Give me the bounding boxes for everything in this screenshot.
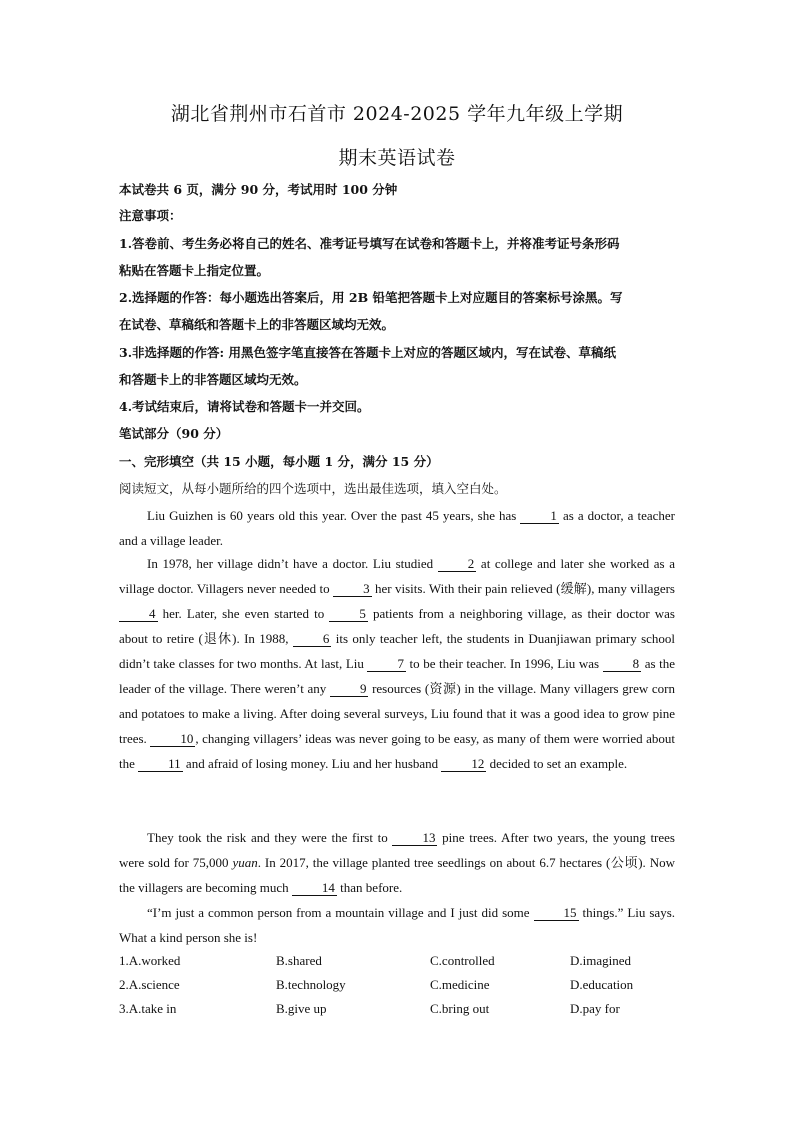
notice-heading: 注意事项： bbox=[119, 208, 182, 223]
passage-text: things.” Liu says. What a kind person she is! bbox=[119, 905, 676, 945]
notice-2-line2: 在试卷、草稿纸和答题卡上的非答题区域均无效。 bbox=[119, 317, 395, 332]
notice-3-line1: 3.非选择题的作答: 用黑色签字笔直接答在答题卡上对应的答题区域内，写在试卷、草稿纸 bbox=[119, 345, 617, 360]
option-b[interactable]: B.give up bbox=[276, 1001, 327, 1016]
passage-paragraph-4 bbox=[119, 900, 675, 950]
answer-blank-9: 9 bbox=[330, 682, 369, 697]
option-a[interactable]: 1.A.worked bbox=[119, 953, 181, 968]
option-d[interactable]: D.imagined bbox=[570, 953, 632, 968]
notice-3-line2: 和答题卡上的非答题区域均无效。 bbox=[119, 372, 307, 387]
exam-title-line1: 湖北省荆州市石首市 2024-2025 学年九年级上学期 bbox=[170, 103, 624, 125]
passage-text: pine trees. After two years, the young trees were sold for 75,000 bbox=[119, 830, 675, 870]
passage-text: her visits. With their pain relieved (缓解), many villagers bbox=[371, 581, 675, 596]
option-a[interactable]: 2.A.science bbox=[119, 977, 180, 992]
passage-paragraph-2 bbox=[119, 551, 675, 776]
exam-title-line2: 期末英语试卷 bbox=[338, 147, 456, 169]
passage-text: and afraid of losing money. Liu and her husband bbox=[182, 756, 442, 771]
answer-blank-11: 11 bbox=[138, 757, 183, 772]
section-1-heading: 一、完形填空（共 15 小题，每小题 1 分，满分 15 分） bbox=[119, 454, 439, 469]
notice-1-line2: 粘贴在答题卡上指定位置。 bbox=[119, 263, 270, 278]
answer-blank-8: 8 bbox=[603, 657, 642, 672]
passage-text: Liu Guizhen is 60 years old this year. Over the past 45 years, she has bbox=[147, 508, 521, 523]
option-a[interactable]: 3.A.take in bbox=[119, 1001, 177, 1016]
passage-text: to be their teacher. In 1996, Liu was bbox=[405, 656, 603, 671]
notice-4: 4.考试结束后，请将试卷和答题卡一并交回。 bbox=[119, 399, 370, 414]
option-c[interactable]: C.bring out bbox=[430, 1001, 490, 1016]
passage-text: . In 2017, the village planted tree seedlings on about 6.7 hectares (公顷). Now the villagers are becoming much bbox=[119, 855, 675, 895]
answer-blank-6: 6 bbox=[293, 632, 332, 647]
passage-text: , changing villagers’ ideas was never going to be easy, as many of them were worried about the bbox=[119, 731, 675, 771]
answer-blank-12: 12 bbox=[441, 757, 486, 772]
question-row bbox=[119, 953, 679, 973]
passage-text-italic: yuan bbox=[232, 855, 258, 870]
passage-text: her. Later, she even started to bbox=[157, 606, 330, 621]
answer-blank-7: 7 bbox=[367, 657, 406, 672]
answer-blank-14: 14 bbox=[292, 881, 337, 896]
answer-blank-13: 13 bbox=[392, 831, 437, 846]
option-c[interactable]: C.controlled bbox=[430, 953, 495, 968]
passage-text: patients from a neighboring village, as their doctor was about to retire (退休). In 1988, bbox=[119, 606, 675, 646]
passage-text: at college and later she worked as a village doctor. Villagers never needed to bbox=[119, 556, 675, 596]
notice-1-line1: 1.答卷前、考生务必将自己的姓名、准考证号填写在试卷和答题卡上，并将准考证号条形码 bbox=[119, 236, 620, 251]
passage-text: “I’m just a common person from a mountain village and I just did some bbox=[147, 905, 534, 920]
passage-text: decided to set an example. bbox=[486, 756, 628, 771]
notice-2-line1: 2.选择题的作答：每小题选出答案后，用 2B 铅笔把答题卡上对应题目的答案标号涂黑。写 bbox=[119, 290, 623, 305]
option-b[interactable]: B.shared bbox=[276, 953, 322, 968]
section-1-instruction: 阅读短文，从每小题所给的四个选项中，选出最佳选项，填入空白处。 bbox=[119, 481, 507, 496]
question-row bbox=[119, 977, 679, 997]
passage-paragraph-3 bbox=[119, 825, 675, 900]
option-d[interactable]: D.education bbox=[570, 977, 634, 992]
passage-text: its only teacher left, the students in Duanjiawan primary school didn’t take classes for two months. At last, Liu bbox=[119, 631, 676, 671]
answer-blank-5: 5 bbox=[329, 607, 368, 622]
passage-text: They took the risk and they were the first to bbox=[147, 830, 393, 845]
passage-text: than before. bbox=[336, 880, 403, 895]
question-row bbox=[119, 1001, 679, 1021]
option-b[interactable]: B.technology bbox=[276, 977, 346, 992]
option-c[interactable]: C.medicine bbox=[430, 977, 490, 992]
passage-text: as the leader of the village. There weren’t any bbox=[119, 656, 675, 696]
answer-blank-1: 1 bbox=[520, 509, 559, 524]
written-part-heading: 笔试部分（90 分） bbox=[119, 426, 229, 441]
passage-text: as a doctor, a teacher and a village leader. bbox=[119, 508, 675, 548]
answer-blank-2: 2 bbox=[438, 557, 477, 572]
passage-text: resources (资源) in the village. Many villagers grew corn and potatoes to make a living. After doing several surveys, Liu found that it was a good idea to grow pine trees. bbox=[119, 681, 675, 746]
answer-blank-3: 3 bbox=[333, 582, 372, 597]
passage-text: In 1978, her village didn’t have a doctor. Liu studied bbox=[147, 556, 438, 571]
option-d[interactable]: D.pay for bbox=[570, 1001, 620, 1016]
answer-blank-15: 15 bbox=[534, 906, 579, 921]
answer-blank-10: 10 bbox=[150, 732, 195, 747]
answer-blank-4: 4 bbox=[119, 607, 158, 622]
exam-summary: 本试卷共 6 页，满分 90 分，考试用时 100 分钟 bbox=[119, 182, 398, 197]
passage-paragraph-1 bbox=[119, 503, 675, 553]
